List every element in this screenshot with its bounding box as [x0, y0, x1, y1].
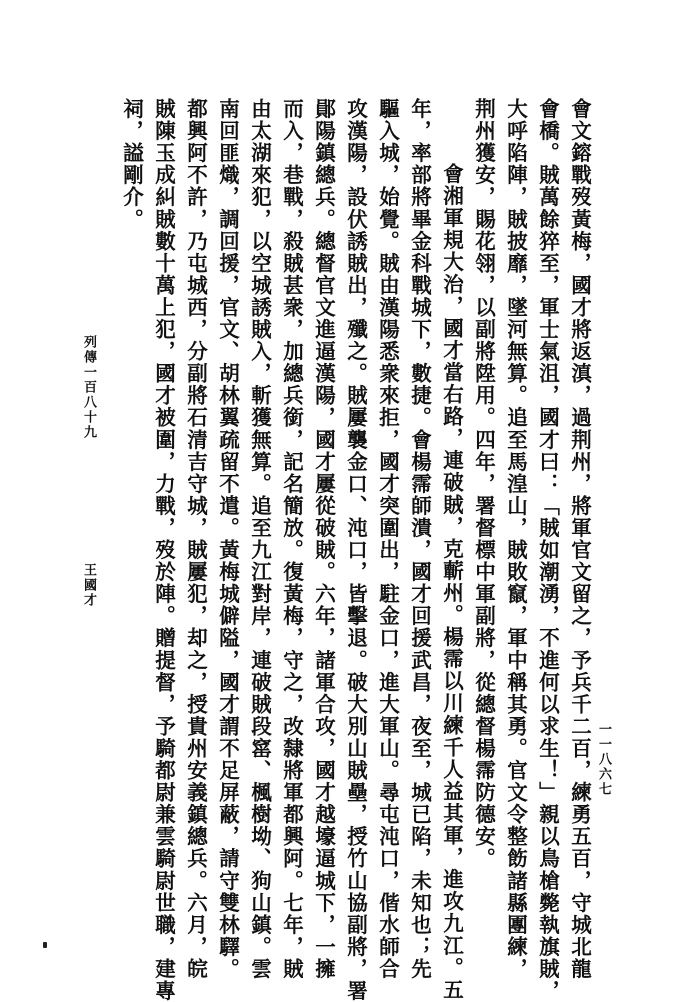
page-number: 一一八六七: [596, 722, 611, 797]
biography-subject: 王國才: [81, 563, 96, 608]
text-column-14: 賊陳玉成糾賊數十萬上犯，國才被圍，力戰，歿於陣。贈提督，予騎都尉兼雲騎尉世職，建專: [151, 98, 176, 1002]
text-column-7: 驅入城，始覺。賊由漢陽悉衆來拒，國才突圍出，駐金口，進大軍山。尋屯沌口，偕水師合: [375, 98, 400, 980]
scan-speck: [43, 942, 47, 948]
text-column-10: 而入，巷戰，殺賊甚衆，加總兵銜，記名簡放。復黃梅，守之，改隸將軍都興阿。七年，賊: [279, 98, 304, 980]
text-column-6: 年，率部將畢金科戰城下，數捷。會楊霈師潰，國才回援武昌，夜至，城已陷，未知也；先: [407, 98, 432, 980]
text-column-5: 會湘軍規大治，國才當右路，連破賊，克蘄州。楊霈以川練千人益其軍，進攻九江。五: [439, 163, 464, 1001]
text-column-4: 荆州獲安，賜花翎，以副將陞用。四年，署督標中軍副將，從總督楊霈防德安。: [471, 98, 496, 870]
chapter-title: 列傳一百八十九: [81, 335, 96, 440]
text-column-9: 鄖陽鎮總兵。總督官文進逼漢陽，國才屢從破賊。六年，諸軍合攻，國才越壕逼城下，一擁: [311, 98, 336, 980]
text-column-3: 大呼陷陣，賊披靡，墜河無算。追至馬湟山，賊敗竄，軍中稱其勇。官文令整飭諸縣團練，: [503, 98, 528, 980]
text-column-8: 攻漢陽，設伏誘賊出，殲之。賊屢襲金口、沌口，皆擊退。破大別山賊壘，授竹山協副將，署: [343, 98, 368, 1002]
text-column-13: 都興阿不許，乃屯城西，分副將石清吉守城，賊屢犯，却之，授貴州安義鎮總兵。六月，皖: [183, 98, 208, 980]
text-column-2: 會橋。賊萬餘猝至，軍士氣沮，國才曰：「賊如潮湧，不進何以求生！」親以鳥槍斃執旗賊，: [535, 98, 560, 1002]
text-column-11: 由太湖來犯，以空城誘賊入，斬獲無算。追至九江對岸，連破賊段窰、楓樹坳、狗山鎮。雲: [247, 98, 272, 980]
text-column-12: 南回匪熾，調回援，官文、胡林翼疏留不遣。黃梅城僻隘，國才謂不足屏蔽，請守雙林驛。: [215, 98, 240, 980]
text-column-1: 會文鎔戰歿黃梅，國才將返滇，過荆州，將軍官文留之，予兵千二百，練勇五百，守城北龍: [567, 98, 592, 980]
text-column-15: 祠，謚剛介。: [119, 98, 144, 231]
